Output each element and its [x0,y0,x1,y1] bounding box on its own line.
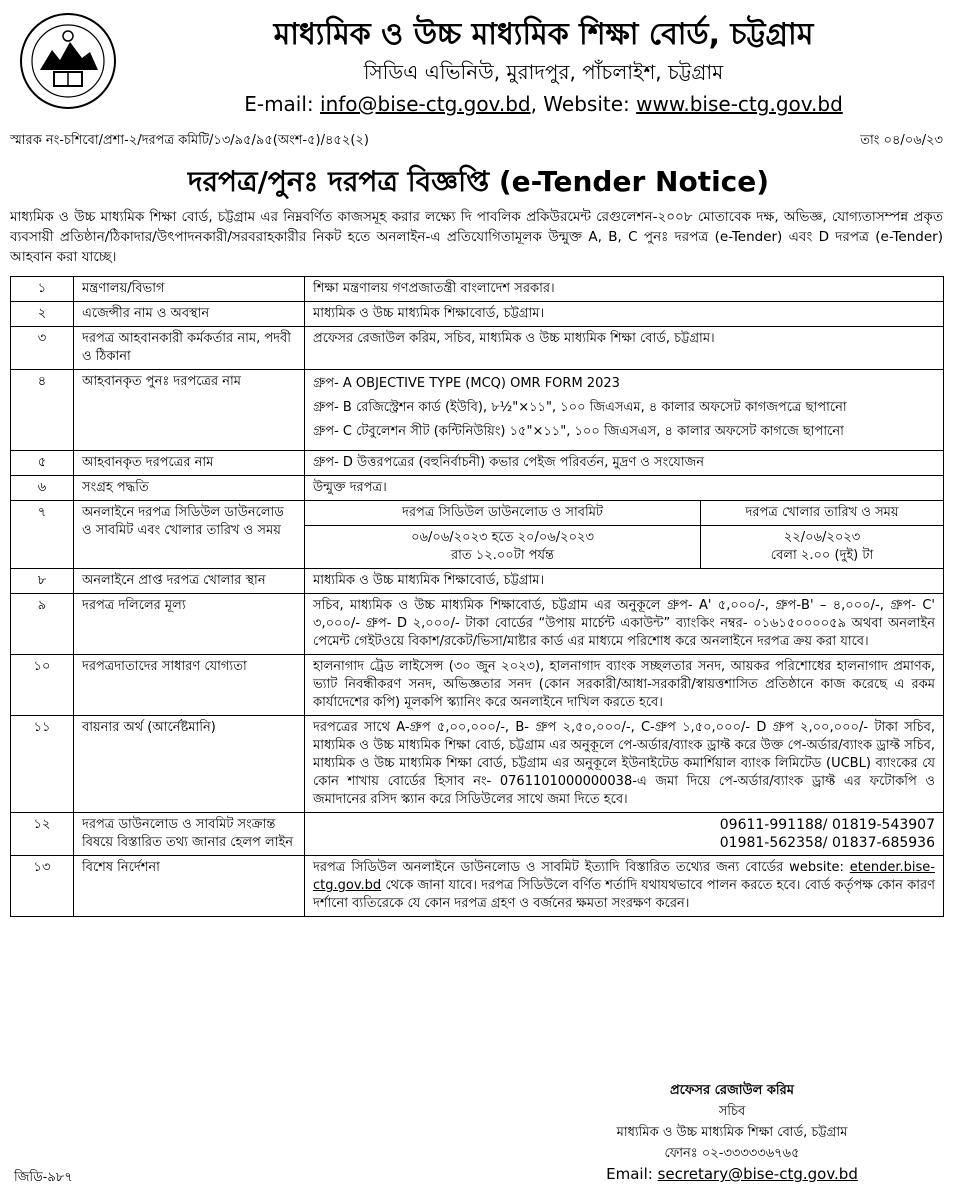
helpline-cell [305,813,944,856]
intro-paragraph: মাধ্যমিক ও উচ্চ মাধ্যমিক শিক্ষা বোর্ড, চট্টগ্রাম এর নিম্নবর্ণিত কাজসমূহ করার লক্ষ্যে দি পাবলিক প্রকিউরমেন্ট রেগুলেশন-২০০৮ মোতাবেক দক্ষ, অভিজ্ঞ, যোগ্যতাসম্পন্ন প্রকৃত ব্যবসায়ী প্রতিষ্ঠান/ঠিকাদার/উৎপাদনকারী/সরবরাহকারীর নিকট হতে অনলাইন-এ প্রতিযোগিতামূলক উন্মুক্ত A, B, C পুনঃ দরপত্র (e-Tender) এবং D দরপত্র (e-Tender) আহবান করা যাচ্ছে। [10,209,943,265]
board-address: সিডিএ এভিনিউ, মুরাদপুর, পাঁচলাইশ, চট্টগ্রাম [363,60,724,84]
schedule-opening-date: ২২/০৬/২০২৩ [783,530,861,545]
board-header [0,0,957,128]
signatory-email-line [567,1164,897,1185]
special-instruction [305,856,944,917]
schedule-header-download: দরপত্র সিডিউল ডাউনলোড ও সাবমিট [305,501,701,526]
table-row [11,569,944,594]
tender-details-table [10,276,944,917]
row-serial: ১১ [11,716,74,813]
group-a-item: গ্রুপ- A OBJECTIVE TYPE (MCQ) OMR FORM 2023 [313,376,620,391]
email-link[interactable]: info@bise-ctg.gov.bd [320,92,531,116]
gd-number: জিডি-৯৮৭ [14,1170,73,1185]
row-serial: ৬ [11,476,74,501]
row-value: উন্মুক্ত দরপত্র। [305,476,944,501]
helpline-phone-2: 01981-562358/ 01837-685936 [719,835,935,851]
row-value: মাধ্যমিক ও উচ্চ মাধ্যমিক শিক্ষাবোর্ড, চট্টগ্রাম। [305,302,944,327]
schedule-download-dates [305,526,701,569]
row-value: সচিব, মাধ্যমিক ও উচ্চ মাধ্যমিক শিক্ষাবোর্ড, চট্টগ্রাম এর অনুকূলে গ্রুপ- A' ৫,০০০/-, গ্রুপ-B' – ৪,০০০/-, গ্রুপ- C' ৩,০০০/- গ্রুপ- D ২,০০০/- টাকা বোর্ডের “উপায় মার্চেন্ট একাউন্ট” ব্যাংকিং নম্বর- ০১৬১৫০০০০৫৯ অথবা অনলাইন পেমেন্ট গেইটওয়ে বিকাশ/রকেট/ভিসা/মাষ্টার কার্ড এর মাধ্যমে পরিশোধ করে অনলাইনে দরপত্র ক্রয় করা যাবে। [305,594,944,655]
row-label: অনলাইনে দরপত্র সিডিউল ডাউনলোড ও সাবমিট এবং খোলার তারিখ ও সময় [74,501,305,569]
schedule-subtable [305,501,943,568]
row-label: এজেন্সীর নাম ও অবস্থান [74,302,305,327]
website-link[interactable]: www.bise-ctg.gov.bd [636,92,843,116]
schedule-download-time: রাত ১২.০০টা পর্যন্ত [451,548,555,563]
signatory-email-link[interactable]: secretary@bise-ctg.gov.bd [657,1165,858,1183]
row-label: মন্ত্রণালয়/বিভাগ [74,277,305,302]
group-c-item: গ্রুপ- C টেবুলেশন সীট (কন্টিনিউয়িং) ১৫"×১১", ১০০ জিএসএস, ৪ কালার অফসেট কাগজে ছাপানো [313,424,844,439]
row-label: সংগ্রহ পদ্ধতি [74,476,305,501]
schedule-header-opening: দরপত্র খোলার তারিখ ও সময় [701,501,943,526]
notice-title: দরপত্র/পুনঃ দরপত্র বিজ্ঞপ্তি (e-Tender Notice) [187,165,770,198]
table-row [11,327,944,370]
row-value: মাধ্যমিক ও উচ্চ মাধ্যমিক শিক্ষাবোর্ড, চট্টগ্রাম। [305,569,944,594]
row-value: দরপত্রের সাথে A-গ্রুপ ৫,০০,০০০/-, B- গ্রুপ ২,৫০,০০০/-, C-গ্রুপ ১,৫০,০০০/- D গ্রুপ ২,০০,০০০/- টাকা সচিব, মাধ্যমিক ও উচ্চ মাধ্যমিক শিক্ষা বোর্ড, চট্টগ্রাম এর অনুকূলে পে-অর্ডার/ব্যাংক ড্রাফ্ট করে উক্ত পে-অর্ডার/ব্যাংক ড্রাফ্ট সচিব, মাধ্যমিক ও উচ্চ মাধ্যমিক শিক্ষা বোর্ড, চট্টগ্রাম এর অনুকূলে ইউনাইটেড কমার্শিয়াল ব্যাংক লিমিটেড (UCBL) ব্যাংকের যে কোন শাখায় বোর্ডের হিসাব নং- 0761101000000038-এ জমা দিয়ে পে-অর্ডার/ব্যাংক ড্রাফ্ট এর ফটোকপি ও জমাদানের রসিদ স্ক্যান করে সিডিউলের সাথে জমা দিতে হবে। [305,716,944,813]
board-title: মাধ্যমিক ও উচ্চ মাধ্যমিক শিক্ষা বোর্ড, চট্টগ্রাম [273,17,814,52]
row-serial: ১৩ [11,856,74,917]
row-serial: ১০ [11,655,74,716]
table-row [11,451,944,476]
board-contact [150,92,937,116]
row-serial: ৩ [11,327,74,370]
row-serial: ১২ [11,813,74,856]
schedule-opening-dates [701,526,943,569]
table-row [11,501,944,569]
table-row [11,655,944,716]
signatory-name: প্রফেসর রেজাউল করিম [669,1083,795,1098]
schedule-download-range: ০৬/০৬/২০২৩ হতে ২০/০৬/২০২৩ [411,530,594,545]
row-value: হালনাগাদ ট্রেড লাইসেন্স (৩০ জুন ২০২৩), হালনাগাদ ব্যাংক সচ্ছলতার সনদ, আয়কর পরিশোধের হালনাগাদ প্রমাণক, ভ্যাট নিবন্ধীকরণ সনদ, অভিজ্ঞতার সনদ (কোন সরকারী/আধা-সরকারী/স্বায়ত্তশাসিত প্রতিষ্ঠানে কাজ করেছে এ রকম কার্যাদেশের কপি) মূলকপি স্ক্যানিং করে অনলাইনে দাখিল করতে হবে। [305,655,944,716]
signatory-phone: ফোনঃ ০২-৩৩৩৩৩৬৭৬৫ [664,1146,800,1161]
row-label: বায়নার অর্থ (আর্নেষ্টমানি) [74,716,305,813]
memo-date: তাং ০৪/০৬/২৩ [860,133,943,148]
table-row [11,277,944,302]
signatory-office: মাধ্যমিক ও উচ্চ মাধ্যমিক শিক্ষা বোর্ড, চট্টগ্রাম [616,1125,848,1140]
row-serial: ৪ [11,370,74,451]
row-label: দরপত্র দলিলের মূল্য [74,594,305,655]
row-value-groups [305,370,944,451]
instruction-text-post: থেকে জানা যাবে। দরপত্র সিডিউলে বর্ণিত শর্তাদি যথাযথভাবে পালন করতে হবে। বোর্ড কর্তৃপক্ষ কোন কারণ দর্শানো ব্যতিরেকে যে কোন দরপত্র গ্রহণ ও বর্জনের ক্ষমতা সংরক্ষণ করেন। [313,878,935,911]
row-serial: ১ [11,277,74,302]
schedule-cell [305,501,944,569]
row-value: প্রফেসর রেজাউল করিম, সচিব, মাধ্যমিক ও উচ্চ মাধ্যমিক শিক্ষা বোর্ড, চট্টগ্রাম। [305,327,944,370]
table-row [11,370,944,451]
row-label: আহবানকৃত পুনঃ দরপত্রের নাম [74,370,305,451]
memo-row [10,128,943,150]
email-label: E-mail: [244,92,321,116]
signature-block [567,1080,897,1185]
row-serial: ৭ [11,501,74,569]
row-serial: ৫ [11,451,74,476]
website-label: , Website: [530,92,637,116]
row-label: অনলাইনে প্রাপ্ত দরপত্র খোলার স্থান [74,569,305,594]
etender-link[interactable]: etender.bise-ctg.gov.bd [313,860,935,893]
group-b-item: গ্রুপ- B রেজিস্ট্রেশন কার্ড (ইউবি), ৮½"×১১", ১০০ জিএসএম, ৪ কালার অফসেট কাগজপত্রে ছাপানো [313,400,847,415]
signatory-email-label: Email: [606,1165,658,1183]
board-seal-logo [18,8,118,114]
row-value: শিক্ষা মন্ত্রণালয় গণপ্রজাতন্ত্রী বাংলাদেশ সরকার। [305,277,944,302]
instruction-text-pre: দরপত্র সিডিউল অনলাইনে ডাউনলোড ও সাবমিট ইত্যাদি বিস্তারিত তথ্যের জন্য বোর্ডের website: [313,860,850,875]
row-label: আহবানকৃত দরপত্রের নাম [74,451,305,476]
row-label: দরপত্র আহবানকারী কর্মকর্তার নাম, পদবী ও ঠিকানা [74,327,305,370]
memo-reference: স্মারক নং-চশিবো/প্রশা-২/দরপত্র কমিটি/১৩/৯৫/৯৫(অংশ-৫)/৪৫২(২) [10,133,369,148]
table-row [11,476,944,501]
table-row [11,716,944,813]
row-label: দরপত্রদাতাদের সাধারণ যোগ্যতা [74,655,305,716]
schedule-opening-time: বেলা ২.০০ (দুই) টা [770,548,874,563]
table-row [11,813,944,856]
table-row [11,856,944,917]
signatory-designation: সচিব [718,1104,746,1119]
row-label: বিশেষ নির্দেশনা [74,856,305,917]
row-serial: ২ [11,302,74,327]
row-serial: ৮ [11,569,74,594]
table-row [11,302,944,327]
row-label: দরপত্র ডাউনলোড ও সাবমিট সংক্রান্ত বিষয়ে বিস্তারিত তথ্য জানার হেলপ লাইন [74,813,305,856]
row-value: গ্রুপ- D উত্তরপত্রের (বহুনির্বাচনী) কভার পেইজ পরিবর্তন, মুদ্রণ ও সংযোজন [305,451,944,476]
helpline-phone-1: 09611-991188/ 01819-543907 [719,817,935,833]
table-row [11,594,944,655]
row-serial: ৯ [11,594,74,655]
